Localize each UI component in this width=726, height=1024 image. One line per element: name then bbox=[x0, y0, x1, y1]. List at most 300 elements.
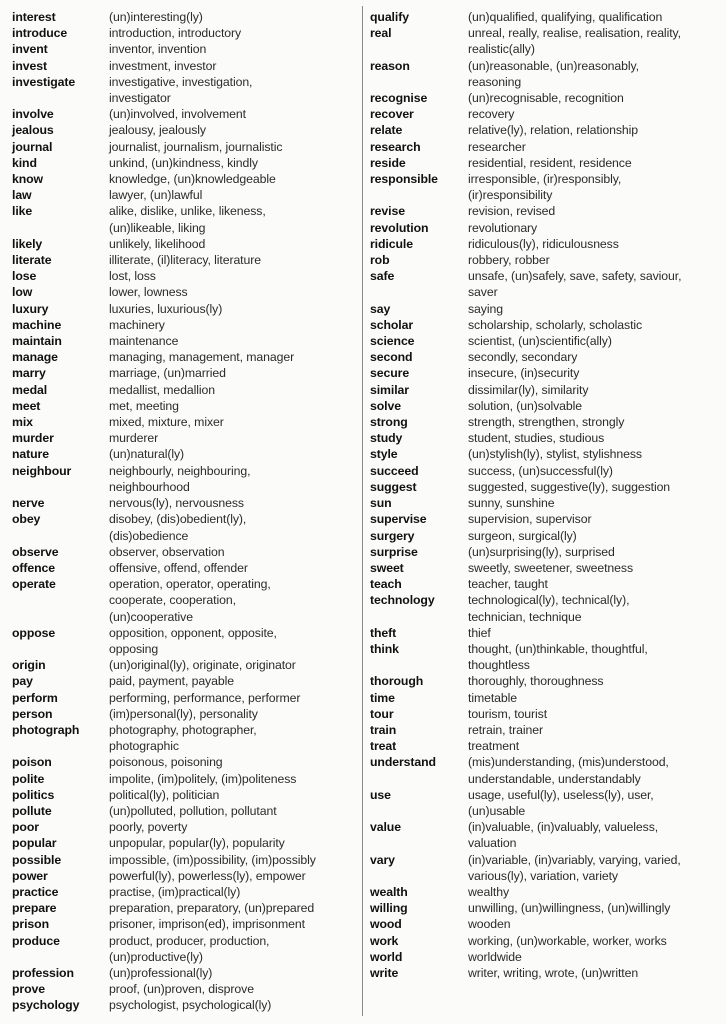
right-entry bbox=[370, 690, 720, 706]
derived-forms-line: (un)natural(ly) bbox=[109, 447, 185, 462]
derived-forms bbox=[468, 722, 720, 738]
derived-forms-line: scientist, (un)scientific(ally) bbox=[468, 334, 612, 349]
derived-forms-line: (un)stylish(ly), stylist, stylishness bbox=[468, 447, 642, 462]
derived-forms bbox=[109, 576, 358, 625]
derived-forms bbox=[468, 236, 720, 252]
right-entry bbox=[370, 560, 720, 576]
headword: introduce bbox=[12, 26, 68, 41]
headword: rob bbox=[370, 253, 390, 268]
headword: sun bbox=[370, 496, 392, 511]
derived-forms-line: thought, (un)thinkable, thoughtful, bbox=[468, 641, 648, 656]
headword: pollute bbox=[12, 803, 52, 818]
right-entry bbox=[370, 317, 720, 333]
derived-forms bbox=[468, 544, 720, 560]
left-entry bbox=[12, 382, 358, 398]
headword: train bbox=[370, 722, 397, 737]
left-entry bbox=[12, 673, 358, 689]
headword: reason bbox=[370, 58, 410, 73]
right-entry bbox=[370, 819, 720, 851]
derived-forms bbox=[468, 673, 720, 689]
derived-forms-line: worldwide bbox=[468, 949, 522, 964]
derived-forms-line: psychologist, psychological(ly) bbox=[109, 998, 272, 1013]
derived-forms-line: product, producer, production, bbox=[109, 933, 270, 948]
derived-forms bbox=[109, 122, 358, 138]
derived-forms-line: illiterate, (il)literacy, literature bbox=[109, 253, 261, 268]
headword: interest bbox=[12, 10, 56, 24]
derived-forms-line: marriage, (un)married bbox=[109, 366, 226, 381]
derived-forms-line: dissimilar(ly), similarity bbox=[468, 382, 589, 397]
derived-forms bbox=[468, 625, 720, 641]
headword: investigate bbox=[12, 74, 76, 89]
derived-forms-line: residential, resident, residence bbox=[468, 155, 632, 170]
left-entry bbox=[12, 139, 358, 155]
derived-forms-line: relative(ly), relation, relationship bbox=[468, 123, 638, 138]
left-entry bbox=[12, 333, 358, 349]
headword: machine bbox=[12, 317, 62, 332]
right-entry bbox=[370, 382, 720, 398]
derived-forms-line: ridiculous(ly), ridiculousness bbox=[468, 236, 619, 251]
left-entry bbox=[12, 803, 358, 819]
derived-forms-line: lost, loss bbox=[109, 269, 156, 284]
derived-forms-line: preparation, preparatory, (un)prepared bbox=[109, 901, 315, 916]
right-entry bbox=[370, 706, 720, 722]
headword: study bbox=[370, 431, 403, 446]
derived-forms-line: nervous(ly), nervousness bbox=[109, 496, 244, 511]
headword: oppose bbox=[12, 625, 56, 640]
left-column bbox=[12, 9, 358, 1014]
derived-forms bbox=[468, 106, 720, 122]
headword: luxury bbox=[12, 301, 49, 316]
headword: similar bbox=[370, 382, 409, 397]
headword: pay bbox=[12, 674, 33, 689]
right-entry bbox=[370, 122, 720, 138]
left-entry bbox=[12, 122, 358, 138]
derived-forms-line: poisonous, poisoning bbox=[109, 755, 223, 770]
left-entry bbox=[12, 203, 358, 235]
right-entry bbox=[370, 463, 720, 479]
headword: willing bbox=[370, 901, 408, 916]
derived-forms bbox=[468, 220, 720, 236]
derived-forms bbox=[468, 819, 720, 851]
derived-forms bbox=[468, 139, 720, 155]
left-entry bbox=[12, 868, 358, 884]
right-entry bbox=[370, 722, 720, 738]
left-entry bbox=[12, 430, 358, 446]
derived-forms-line: researcher bbox=[468, 139, 526, 154]
headword: understand bbox=[370, 755, 436, 770]
derived-forms-line: technological(ly), technical(ly), bbox=[468, 593, 630, 608]
derived-forms-line: success, (un)successful(ly) bbox=[468, 463, 613, 478]
headword: manage bbox=[12, 350, 58, 365]
headword: power bbox=[12, 868, 48, 883]
derived-forms bbox=[468, 25, 720, 57]
derived-forms-line: thoroughly, thoroughness bbox=[468, 674, 604, 689]
derived-forms bbox=[109, 9, 358, 25]
headword: value bbox=[370, 820, 401, 835]
left-entry bbox=[12, 414, 358, 430]
headword: likely bbox=[12, 236, 43, 251]
derived-forms-line: (un)recognisable, recognition bbox=[468, 91, 624, 106]
right-entry bbox=[370, 625, 720, 641]
derived-forms bbox=[109, 511, 358, 543]
derived-forms-line: jealousy, jealously bbox=[109, 123, 206, 138]
headword: maintain bbox=[12, 334, 62, 349]
derived-forms bbox=[109, 187, 358, 203]
headword: wood bbox=[370, 917, 402, 932]
derived-forms-line: poorly, poverty bbox=[109, 820, 188, 835]
derived-forms-line: insecure, (in)security bbox=[468, 366, 580, 381]
left-entry bbox=[12, 9, 358, 25]
derived-forms bbox=[468, 430, 720, 446]
derived-forms-line: recovery bbox=[468, 107, 515, 122]
derived-forms-line: wooden bbox=[468, 917, 511, 932]
left-entry bbox=[12, 787, 358, 803]
headword: obey bbox=[12, 512, 41, 527]
left-entry bbox=[12, 852, 358, 868]
derived-forms bbox=[109, 382, 358, 398]
derived-forms-line: reasoning bbox=[468, 74, 522, 89]
right-entry bbox=[370, 754, 720, 786]
headword: solve bbox=[370, 398, 401, 413]
derived-forms bbox=[109, 933, 358, 965]
column-divider bbox=[362, 6, 363, 1016]
derived-forms-line: neighbourly, neighbouring, bbox=[109, 463, 251, 478]
left-entry bbox=[12, 997, 358, 1013]
left-entry bbox=[12, 754, 358, 770]
left-entry bbox=[12, 560, 358, 576]
headword: write bbox=[370, 965, 399, 980]
headword: revolution bbox=[370, 220, 429, 235]
derived-forms bbox=[468, 949, 720, 965]
derived-forms bbox=[468, 252, 720, 268]
derived-forms bbox=[109, 203, 358, 235]
headword: nerve bbox=[12, 496, 45, 511]
derived-forms bbox=[109, 495, 358, 511]
left-entry bbox=[12, 884, 358, 900]
derived-forms-line: sunny, sunshine bbox=[468, 496, 555, 511]
headword: origin bbox=[12, 658, 46, 673]
headword: treat bbox=[370, 739, 397, 754]
headword: suggest bbox=[370, 479, 417, 494]
derived-forms-line: tourism, tourist bbox=[468, 706, 548, 721]
derived-forms-line: observer, observation bbox=[109, 544, 225, 559]
derived-forms bbox=[468, 576, 720, 592]
headword: wealth bbox=[370, 884, 408, 899]
derived-forms bbox=[109, 349, 358, 365]
left-entry bbox=[12, 252, 358, 268]
derived-forms bbox=[468, 58, 720, 90]
headword: possible bbox=[12, 852, 62, 867]
derived-forms-line: neighbourhood bbox=[109, 479, 190, 494]
derived-forms-line: working, (un)workable, worker, works bbox=[468, 933, 667, 948]
derived-forms-line: unpopular, popular(ly), popularity bbox=[109, 836, 285, 851]
derived-forms bbox=[109, 171, 358, 187]
derived-forms-line: impolite, (im)politely, (im)politeness bbox=[109, 771, 297, 786]
derived-forms-line: robbery, robber bbox=[468, 253, 550, 268]
right-entry bbox=[370, 528, 720, 544]
left-entry bbox=[12, 495, 358, 511]
derived-forms-line: understandable, understandably bbox=[468, 771, 641, 786]
headword: meet bbox=[12, 398, 41, 413]
derived-forms-line: surgeon, surgical(ly) bbox=[468, 528, 577, 543]
right-entry bbox=[370, 787, 720, 819]
left-entry bbox=[12, 835, 358, 851]
derived-forms bbox=[109, 884, 358, 900]
headword: perform bbox=[12, 690, 58, 705]
right-entry bbox=[370, 900, 720, 916]
derived-forms bbox=[468, 528, 720, 544]
derived-forms bbox=[109, 365, 358, 381]
derived-forms-line: saver bbox=[468, 285, 498, 300]
headword: invest bbox=[12, 58, 47, 73]
headword: use bbox=[370, 787, 391, 802]
derived-forms bbox=[109, 868, 358, 884]
right-entry bbox=[370, 220, 720, 236]
headword: marry bbox=[12, 366, 46, 381]
left-entry bbox=[12, 965, 358, 981]
headword: safe bbox=[370, 269, 395, 284]
headword: law bbox=[12, 188, 32, 203]
derived-forms-line: (un)interesting(ly) bbox=[109, 10, 203, 24]
derived-forms-line: unwilling, (un)willingness, (un)willingly bbox=[468, 901, 671, 916]
right-entry bbox=[370, 236, 720, 252]
right-entry bbox=[370, 203, 720, 219]
derived-forms bbox=[109, 803, 358, 819]
right-entry bbox=[370, 58, 720, 90]
derived-forms bbox=[109, 965, 358, 981]
right-entry bbox=[370, 544, 720, 560]
headword: surprise bbox=[370, 544, 418, 559]
derived-forms-line: (un)involved, involvement bbox=[109, 107, 246, 122]
right-entry bbox=[370, 9, 720, 25]
right-column bbox=[370, 9, 720, 981]
derived-forms bbox=[468, 965, 720, 981]
derived-forms bbox=[109, 446, 358, 462]
derived-forms-line: (dis)obedience bbox=[109, 528, 189, 543]
derived-forms-line: met, meeting bbox=[109, 398, 179, 413]
derived-forms-line: saying bbox=[468, 301, 503, 316]
right-entry bbox=[370, 171, 720, 203]
derived-forms-line: (un)likeable, liking bbox=[109, 220, 206, 235]
left-entry bbox=[12, 446, 358, 462]
derived-forms bbox=[468, 268, 720, 300]
derived-forms-line: secondly, secondary bbox=[468, 350, 578, 365]
derived-forms bbox=[468, 560, 720, 576]
right-entry bbox=[370, 349, 720, 365]
derived-forms bbox=[109, 252, 358, 268]
headword: science bbox=[370, 334, 415, 349]
derived-forms bbox=[109, 25, 358, 41]
derived-forms-line: investment, investor bbox=[109, 58, 217, 73]
headword: lose bbox=[12, 269, 37, 284]
headword: style bbox=[370, 447, 398, 462]
derived-forms-line: (un)productive(ly) bbox=[109, 949, 203, 964]
left-entry bbox=[12, 933, 358, 965]
headword: produce bbox=[12, 933, 60, 948]
headword: nature bbox=[12, 447, 49, 462]
derived-forms-line: opposing bbox=[109, 641, 159, 656]
derived-forms-line: performing, performance, performer bbox=[109, 690, 301, 705]
right-entry bbox=[370, 933, 720, 949]
derived-forms-line: investigative, investigation, bbox=[109, 74, 253, 89]
right-entry bbox=[370, 884, 720, 900]
headword: like bbox=[12, 204, 33, 219]
headword: profession bbox=[12, 965, 74, 980]
derived-forms-line: unkind, (un)kindness, kindly bbox=[109, 155, 258, 170]
right-entry bbox=[370, 592, 720, 624]
derived-forms-line: treatment bbox=[468, 739, 520, 754]
right-entry bbox=[370, 333, 720, 349]
derived-forms-line: introduction, introductory bbox=[109, 26, 242, 41]
derived-forms-line: supervision, supervisor bbox=[468, 512, 592, 527]
headword: person bbox=[12, 706, 53, 721]
derived-forms bbox=[468, 511, 720, 527]
derived-forms bbox=[109, 301, 358, 317]
derived-forms bbox=[109, 997, 358, 1013]
derived-forms bbox=[468, 933, 720, 949]
derived-forms bbox=[468, 884, 720, 900]
left-entry bbox=[12, 284, 358, 300]
left-entry bbox=[12, 349, 358, 365]
derived-forms-line: unlikely, likelihood bbox=[109, 236, 206, 251]
right-entry bbox=[370, 365, 720, 381]
derived-forms-line: offensive, offend, offender bbox=[109, 560, 248, 575]
headword: invent bbox=[12, 42, 48, 57]
left-entry bbox=[12, 916, 358, 932]
derived-forms bbox=[468, 203, 720, 219]
derived-forms bbox=[109, 317, 358, 333]
derived-forms bbox=[468, 641, 720, 673]
derived-forms bbox=[109, 787, 358, 803]
derived-forms bbox=[109, 463, 358, 495]
derived-forms bbox=[109, 560, 358, 576]
left-entry bbox=[12, 625, 358, 657]
derived-forms bbox=[109, 706, 358, 722]
left-entry bbox=[12, 74, 358, 106]
headword: poor bbox=[12, 820, 39, 835]
derived-forms bbox=[109, 771, 358, 787]
headword: offence bbox=[12, 560, 56, 575]
derived-forms-line: strength, strengthen, strongly bbox=[468, 415, 625, 430]
headword: sweet bbox=[370, 560, 404, 575]
left-entry bbox=[12, 365, 358, 381]
left-entry bbox=[12, 171, 358, 187]
left-entry bbox=[12, 722, 358, 754]
headword: surgery bbox=[370, 528, 415, 543]
headword: thorough bbox=[370, 674, 424, 689]
headword: mix bbox=[12, 415, 33, 430]
headword: journal bbox=[12, 139, 53, 154]
derived-forms-line: wealthy bbox=[468, 884, 509, 899]
headword: secure bbox=[370, 366, 410, 381]
derived-forms-line: various(ly), variation, variety bbox=[468, 868, 618, 883]
headword: neighbour bbox=[12, 463, 72, 478]
right-entry bbox=[370, 268, 720, 300]
right-entry bbox=[370, 479, 720, 495]
left-entry bbox=[12, 463, 358, 495]
derived-forms-line: teacher, taught bbox=[468, 577, 548, 592]
left-entry bbox=[12, 576, 358, 625]
derived-forms bbox=[468, 706, 720, 722]
derived-forms bbox=[109, 155, 358, 171]
headword: theft bbox=[370, 625, 397, 640]
derived-forms-line: (un)professional(ly) bbox=[109, 965, 213, 980]
derived-forms-line: (un)usable bbox=[468, 803, 526, 818]
derived-forms-line: maintenance bbox=[109, 334, 179, 349]
right-entry bbox=[370, 25, 720, 57]
headword: strong bbox=[370, 415, 408, 430]
derived-forms-line: (in)valuable, (in)valuably, valueless, bbox=[468, 820, 659, 835]
left-entry bbox=[12, 819, 358, 835]
derived-forms-line: paid, payment, payable bbox=[109, 674, 234, 689]
derived-forms-line: lawyer, (un)lawful bbox=[109, 188, 203, 203]
derived-forms-line: lower, lowness bbox=[109, 285, 188, 300]
derived-forms-line: impossible, (im)possibility, (im)possibly bbox=[109, 852, 316, 867]
headword: observe bbox=[12, 544, 59, 559]
left-entry bbox=[12, 187, 358, 203]
derived-forms-line: thief bbox=[468, 625, 491, 640]
headword: recognise bbox=[370, 91, 428, 106]
left-entry bbox=[12, 155, 358, 171]
derived-forms bbox=[109, 398, 358, 414]
derived-forms-line: unreal, really, realise, realisation, reality, bbox=[468, 26, 681, 41]
right-entry bbox=[370, 414, 720, 430]
headword: psychology bbox=[12, 998, 80, 1013]
headword: succeed bbox=[370, 463, 419, 478]
derived-forms bbox=[468, 852, 720, 884]
derived-forms bbox=[109, 673, 358, 689]
derived-forms-line: scholarship, scholarly, scholastic bbox=[468, 317, 643, 332]
derived-forms bbox=[468, 463, 720, 479]
derived-forms-line: (un)reasonable, (un)reasonably, bbox=[468, 58, 639, 73]
derived-forms bbox=[109, 58, 358, 74]
derived-forms-line: technician, technique bbox=[468, 609, 582, 624]
left-entry bbox=[12, 657, 358, 673]
derived-forms bbox=[109, 139, 358, 155]
left-entry bbox=[12, 544, 358, 560]
left-entry bbox=[12, 511, 358, 543]
derived-forms bbox=[109, 268, 358, 284]
derived-forms-line: photography, photographer, bbox=[109, 722, 257, 737]
left-entry bbox=[12, 771, 358, 787]
derived-forms-line: (in)variable, (in)variably, varying, varied, bbox=[468, 852, 681, 867]
derived-forms-line: irresponsible, (ir)responsibly, bbox=[468, 172, 622, 187]
derived-forms bbox=[109, 690, 358, 706]
headword: know bbox=[12, 172, 44, 187]
headword: low bbox=[12, 285, 33, 300]
headword: prepare bbox=[12, 901, 57, 916]
derived-forms bbox=[109, 544, 358, 560]
derived-forms-line: inventor, invention bbox=[109, 42, 207, 57]
right-entry bbox=[370, 852, 720, 884]
derived-forms-line: journalist, journalism, journalistic bbox=[109, 139, 283, 154]
derived-forms bbox=[468, 171, 720, 203]
headword: think bbox=[370, 641, 399, 656]
right-entry bbox=[370, 446, 720, 462]
headword: operate bbox=[12, 577, 56, 592]
headword: ridicule bbox=[370, 236, 413, 251]
derived-forms bbox=[468, 90, 720, 106]
left-entry bbox=[12, 900, 358, 916]
derived-forms bbox=[109, 74, 358, 106]
headword: time bbox=[370, 690, 395, 705]
headword: popular bbox=[12, 836, 57, 851]
derived-forms bbox=[109, 657, 358, 673]
derived-forms bbox=[468, 349, 720, 365]
derived-forms bbox=[109, 835, 358, 851]
derived-forms-line: cooperate, cooperation, bbox=[109, 593, 236, 608]
left-entry bbox=[12, 25, 358, 41]
